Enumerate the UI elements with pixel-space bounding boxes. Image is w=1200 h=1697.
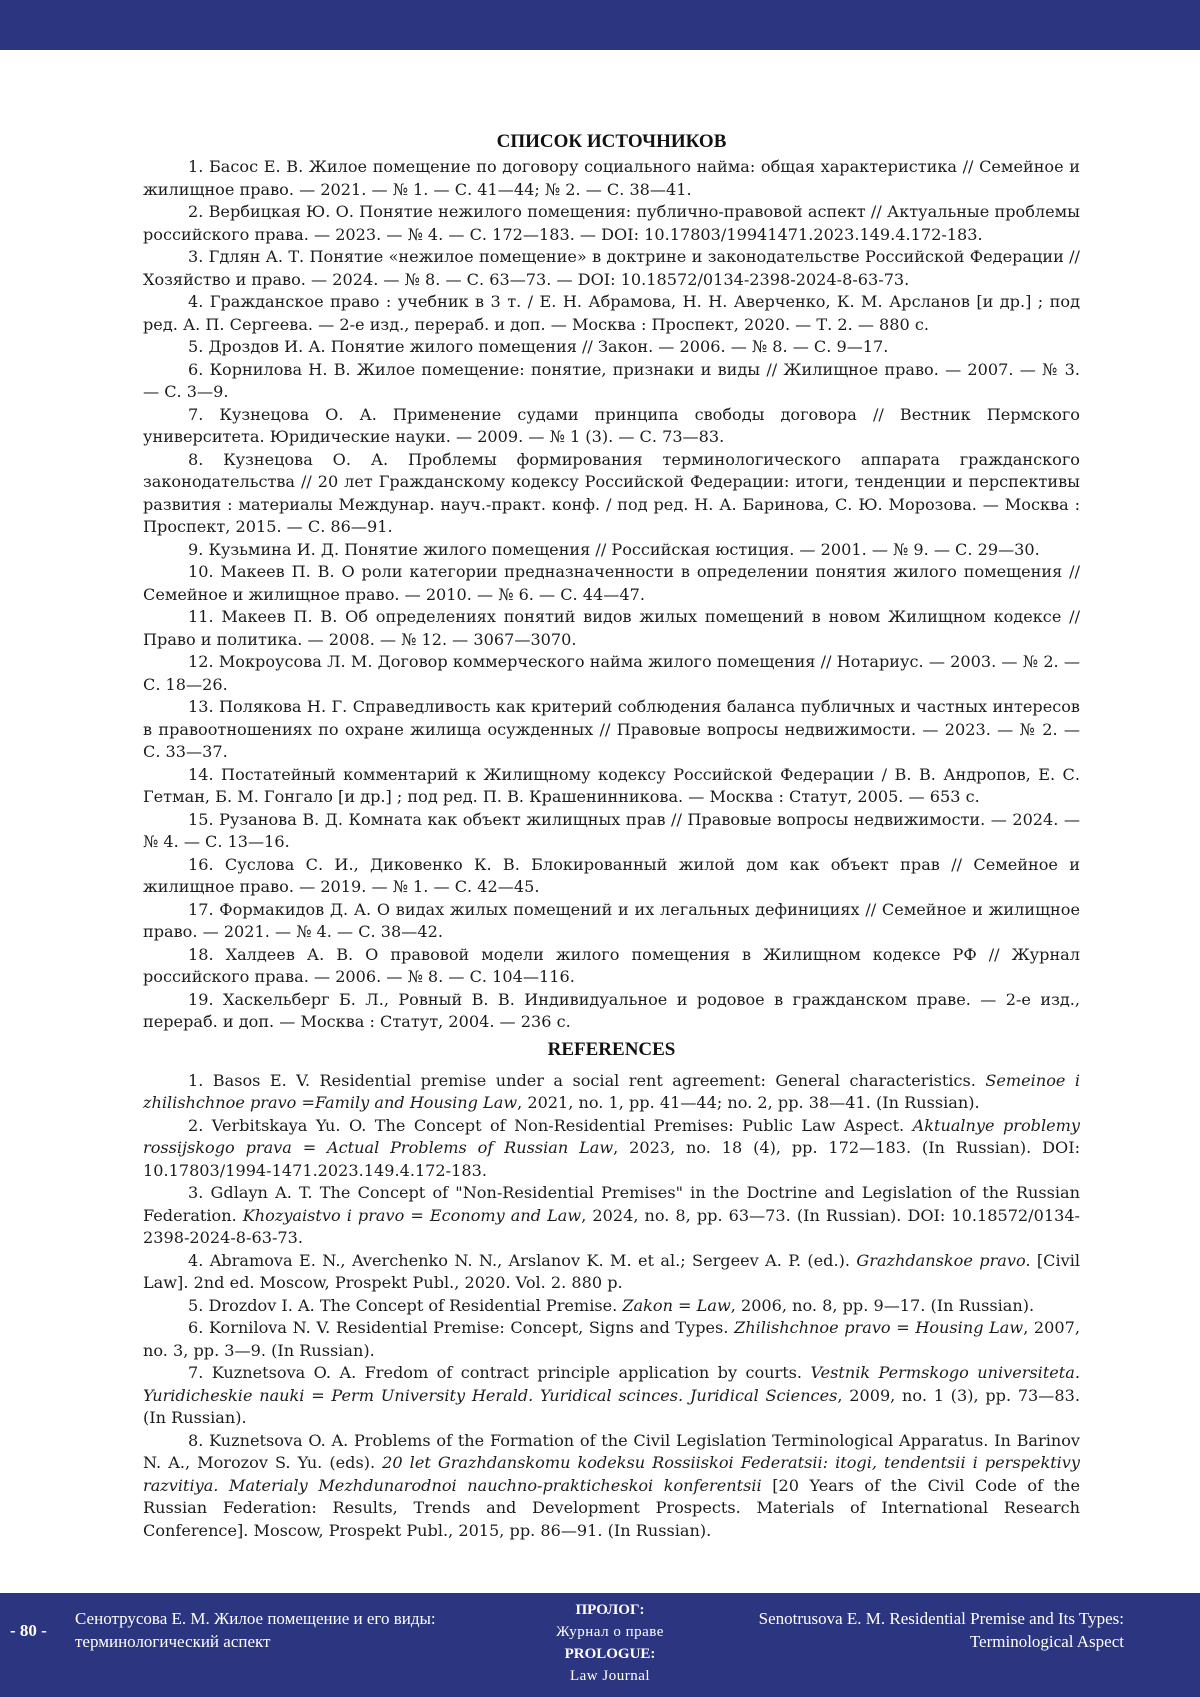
- reference-entry: [143, 1070, 1080, 1115]
- footer-article-ru-line2: терминологический аспект: [75, 1632, 271, 1651]
- journal-en-title: PROLOGUE:: [564, 1646, 656, 1662]
- journal-ru-subtitle: Журнал о праве: [556, 1624, 664, 1640]
- reference-entry: [143, 1250, 1080, 1295]
- header-bar: [0, 0, 1200, 50]
- reference-journal-title: Zakon = Law: [622, 1295, 731, 1315]
- footer-article-en-line1: Senotrusova E. M. Residential Premise and Its Types:: [758, 1609, 1124, 1628]
- sources-heading: СПИСОК ИСТОЧНИКОВ: [496, 131, 727, 152]
- source-entry: 3. Гдлян А. Т. Понятие «нежилое помещение» в доктрине и законодательстве Российской Федерации // Хозяйство и право. — 2024. — № 8. — С. 63—73. — DOI: 10.18572/0134-2398-2024-8-63-73.: [143, 247, 1080, 289]
- reference-text: 5. Drozdov I. A. The Concept of Residential Premise.: [188, 1295, 623, 1315]
- source-entry: 17. Формакидов Д. А. О видах жилых помещений и их легальных дефинициях // Семейное и жилищное право. — 2021. — № 4. — С. 38—42.: [143, 899, 1080, 941]
- reference-entry: [143, 1182, 1080, 1250]
- source-entry: 10. Макеев П. В. О роли категории предназначенности в определении понятия жилого помещения // Семейное и жилищное право. — 2010. — № 6. — С. 44—47.: [143, 562, 1080, 604]
- reference-journal-title: Semeinoe i zhilishchnoe pravo =Family and Housing Law: [143, 1070, 1080, 1112]
- reference-text: 4. Abramova E. N., Averchenko N. N., Arslanov K. M. et al.; Sergeev A. P. (ed.).: [188, 1250, 857, 1270]
- source-entry: 14. Постатейный комментарий к Жилищному кодексу Российской Федерации / В. В. Андропов, Е. С. Гетман, Б. М. Гонгало [и др.] ; под ред. П. В. Крашенинникова. — Москва : Статут, 2005. — 653 с.: [143, 764, 1080, 806]
- source-entry: 8. Кузнецова О. А. Проблемы формирования терминологического аппарата гражданского законодательства // 20 лет Гражданскому кодексу Российской Федерации: итоги, тенденции и перспективы развития : материалы Междунар. науч.-практ. конф. / под ред. Н. А. Баринова, С. Ю. Морозова. — Москва : Проспект, 2015. — С. 86—91.: [143, 449, 1080, 536]
- reference-details: , 2009, no. 1 (3), pp. 73—83. (In Russian).: [143, 1385, 1080, 1427]
- reference-text: 3. Gdlayn A. T. The Concept of "Non-Residential Premises" in the Doctrine and Legislation of the Russian Federation.: [143, 1183, 1080, 1225]
- reference-journal-title: Vestnik Permskogo universiteta. Yuridicheskie nauki = Perm University Herald. Yuridical scinces. Juridical Sciences: [143, 1363, 1080, 1405]
- reference-details: , 2021, no. 1, pp. 41—44; no. 2, pp. 38—41. (In Russian).: [517, 1093, 980, 1112]
- reference-details: , 2007, no. 3, pp. 3—9. (In Russian).: [143, 1318, 1080, 1360]
- reference-entry: [143, 1362, 1080, 1430]
- footer-article-ru: [75, 1607, 495, 1653]
- source-entry: 6. Корнилова Н. В. Жилое помещение: понятие, признаки и виды // Жилищное право. — 2007. — № 3. — С. 3—9.: [143, 359, 1080, 401]
- journal-ru-title: ПРОЛОГ:: [575, 1602, 645, 1618]
- source-entry: 13. Полякова Н. Г. Справедливость как критерий соблюдения баланса публичных и частных интересов в правоотношениях по охране жилища осужденных // Правовые вопросы недвижимости. — 2023. — № 2. — С. 33—37.: [143, 697, 1080, 761]
- journal-logo: [520, 1599, 700, 1687]
- source-entry: 5. Дроздов И. А. Понятие жилого помещения // Закон. — 2006. — № 8. — С. 9—17.: [188, 337, 889, 356]
- footer-article-ru-line1: Сенотрусова Е. М. Жилое помещение и его виды:: [75, 1609, 436, 1628]
- page-body: [143, 130, 1080, 1542]
- footer-article-en: [704, 1607, 1124, 1653]
- reference-journal-title: Grazhdanskoe pravo.: [856, 1250, 1031, 1270]
- reference-journal-title: 20 let Grazhdanskomu kodeksu Rossiiskoi Federatsii: itogi, tendentsii i perspektivy razvitiya. Materialy Mezhdunarodnoi nauchno-prakticheskoi konferentsii: [143, 1453, 1080, 1495]
- reference-text: 7. Kuznetsova O. A. Fredom of contract principle application by courts.: [188, 1363, 811, 1382]
- footer-article-en-line2: Terminological Aspect: [969, 1632, 1124, 1651]
- reference-details: , 2023, no. 18 (4), pp. 172—183. (In Russian). DOI: 10.17803/1994-1471.2023.149.4.172-183.: [143, 1138, 1080, 1180]
- footer-bar: [0, 1593, 1200, 1697]
- references-list: [143, 1070, 1080, 1543]
- reference-details: [20 Years of the Civil Code of the Russian Federation: Results, Trends and Development Prospects. Materials of International Research Conference]. Moscow, Prospekt Publ., 2015, pp. 86—91. (In Russian).: [143, 1475, 1081, 1540]
- source-entry: 18. Халдеев А. В. О правовой модели жилого помещения в Жилищном кодексе РФ // Журнал российского права. — 2006. — № 8. — С. 104—116.: [143, 944, 1080, 986]
- sources-list: [143, 156, 1080, 1034]
- reference-entry: [143, 1317, 1080, 1362]
- source-entry: 2. Вербицкая Ю. О. Понятие нежилого помещения: публично-правовой аспект // Актуальные проблемы российского права. — 2023. — № 4. — С. 172—183. — DOI: 10.17803/19941471.2023.149.4.172-183.: [143, 202, 1080, 244]
- reference-entry: [143, 1295, 1080, 1318]
- source-entry: 7. Кузнецова О. А. Применение судами принципа свободы договора // Вестник Пермского университета. Юридические науки. — 2009. — № 1 (3). — С. 73—83.: [143, 404, 1080, 446]
- reference-text: 1. Basos E. V. Residential premise under a social rent agreement: General characteristics.: [188, 1070, 986, 1090]
- page-number: - 80 -: [10, 1621, 47, 1640]
- source-entry: 12. Мокроусова Л. М. Договор коммерческого найма жилого помещения // Нотариус. — 2003. — № 2. — С. 18—26.: [143, 652, 1080, 694]
- reference-text: 6. Kornilova N. V. Residential Premise: Concept, Signs and Types.: [188, 1318, 735, 1337]
- reference-text: 2. Verbitskaya Yu. O. The Concept of Non-Residential Premises: Public Law Aspect.: [188, 1115, 913, 1135]
- reference-text: 8. Kuznetsova O. A. Problems of the Formation of the Civil Legislation Terminological Apparatus. In Barinov N. A., Morozov S. Yu. (eds).: [143, 1430, 1080, 1472]
- reference-details: , 2024, no. 8, pp. 63—73. (In Russian). DOI: 10.18572/0134-2398-2024-8-63-73.: [143, 1205, 1080, 1247]
- reference-details: , 2006, no. 8, pp. 9—17. (In Russian).: [730, 1295, 1035, 1315]
- source-entry: 19. Хаскельберг Б. Л., Ровный В. В. Индивидуальное и родовое в гражданском праве. — 2-е изд., перераб. и доп. — Москва : Статут, 2004. — 236 с.: [143, 989, 1080, 1031]
- source-entry: 4. Гражданское право : учебник в 3 т. / Е. Н. Абрамова, Н. Н. Аверченко, К. М. Арсланов [и др.] ; под ред. А. П. Сергеева. — 2-е изд., перераб. и доп. — Москва : Проспект, 2020. — Т. 2. — 880 с.: [143, 292, 1080, 334]
- reference-entry: [143, 1115, 1080, 1183]
- reference-details: [Civil Law]. 2nd ed. Moscow, Prospekt Publ., 2020. Vol. 2. 880 p.: [143, 1250, 1081, 1292]
- source-entry: 1. Басос Е. В. Жилое помещение по договору социального найма: общая характеристика // Семейное и жилищное право. — 2021. — № 1. — С. 41—44; № 2. — С. 38—41.: [143, 157, 1080, 199]
- source-entry: 16. Суслова С. И., Диковенко К. В. Блокированный жилой дом как объект прав // Семейное и жилищное право. — 2019. — № 1. — С. 42—45.: [143, 854, 1080, 896]
- reference-journal-title: Khozyaistvo i pravo = Economy and Law: [242, 1205, 582, 1225]
- reference-journal-title: Zhilishchnoe pravo = Housing Law: [734, 1318, 1024, 1337]
- source-entry: 9. Кузьмина И. Д. Понятие жилого помещения // Российская юстиция. — 2001. — № 9. — С. 29—30.: [188, 539, 1040, 559]
- journal-en-subtitle: Law Journal: [569, 1668, 651, 1684]
- source-entry: 15. Рузанова В. Д. Комната как объект жилищных прав // Правовые вопросы недвижимости. — 2024. — № 4. — С. 13—16.: [143, 809, 1080, 851]
- reference-journal-title: Aktualnye problemy rossijskogo prava = Actual Problems of Russian Law: [143, 1115, 1081, 1157]
- source-entry: 11. Макеев П. В. Об определениях понятий видов жилых помещений в новом Жилищном кодексе // Право и политика. — 2008. — № 12. — 3067—3070.: [143, 607, 1080, 649]
- references-heading: REFERENCES: [547, 1038, 676, 1060]
- reference-entry: [143, 1430, 1080, 1543]
